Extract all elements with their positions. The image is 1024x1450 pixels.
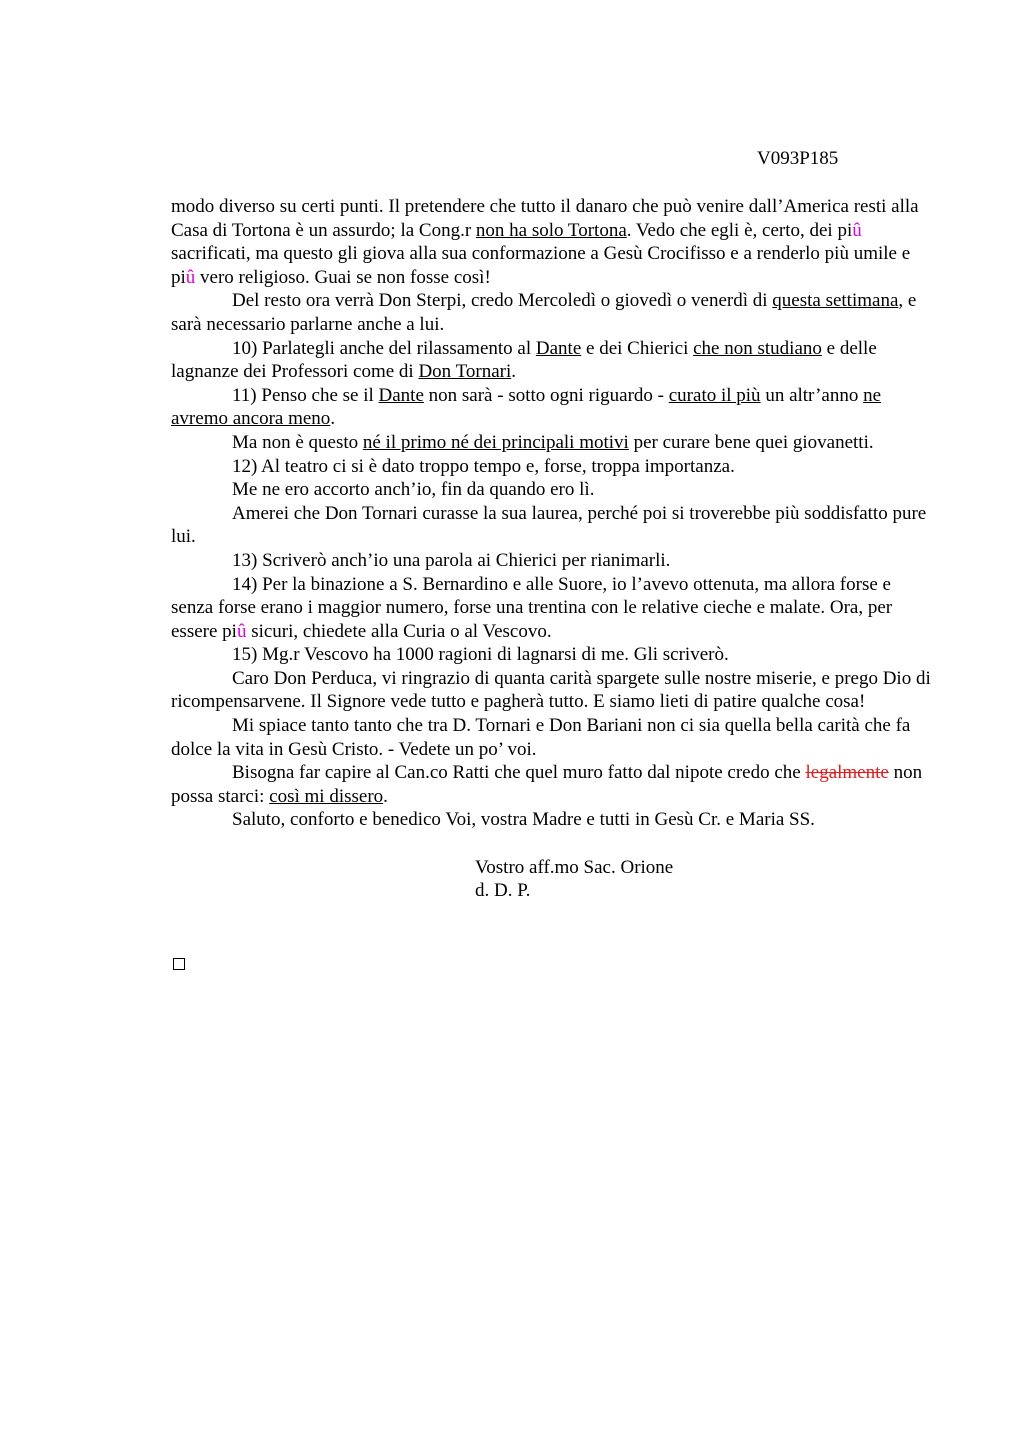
- text-segment: Caro Don Perduca, vi ringrazio di quanta carità spargete sulle nostre miserie, e prego Dio di ricompensarvene. Il Signore vede tutto e pagherà tutto. E siamo lieti di patire qualche cosa!: [171, 667, 931, 713]
- paragraph: [171, 289, 931, 336]
- underlined-text: così mi dissero: [269, 785, 384, 807]
- paragraph: [171, 714, 931, 761]
- text-segment: Me ne ero accorto anch’io, fin da quando ero lì.: [232, 479, 595, 501]
- struck-text: legalmente: [805, 762, 889, 784]
- text-segment: e dei Chierici: [581, 337, 694, 359]
- text-segment: Ma non è questo: [232, 431, 363, 453]
- text-segment: un altr’anno: [760, 384, 864, 406]
- text-segment: e delle lagnanze dei Professori come di: [171, 337, 877, 383]
- text-segment: non sarà - sotto ogni riguardo -: [423, 384, 669, 406]
- text-segment: 15) Mg.r Vescovo ha 1000 ragioni di lagnarsi di me. Gli scriverò.: [232, 644, 729, 666]
- text-segment: Bisogna far capire al Can.co Ratti che quel muro fatto dal nipote credo che: [232, 762, 806, 784]
- paragraph: [171, 195, 931, 289]
- paragraph: [171, 761, 931, 808]
- underlined-text: curato il più: [668, 384, 761, 406]
- text-segment: . Vedo che egli è, certo, dei pi: [626, 219, 853, 241]
- text-segment: 12) Al teatro ci si è dato troppo tempo e, forse, troppa importanza.: [232, 455, 735, 477]
- paragraph: [171, 573, 931, 644]
- paragraph: [171, 549, 931, 573]
- text-segment: , e sarà necessario parlarne anche a lui.: [171, 290, 917, 335]
- text-segment: 13) Scriverò anch’io una parola ai Chierici per rianimarli.: [232, 549, 671, 571]
- text-segment: 10) Parlategli anche del rilassamento al: [232, 337, 536, 359]
- page-reference: V093P185: [757, 148, 839, 169]
- text-segment: sicuri, chiedete alla Curia o al Vescovo.: [246, 620, 552, 642]
- text-segment: vero religioso. Guai se non fosse così!: [195, 266, 491, 288]
- letter-body: [171, 195, 931, 903]
- paragraph: [171, 431, 931, 455]
- paragraph: [171, 384, 931, 431]
- text-segment: Amerei che Don Tornari curasse la sua laurea, perché poi si troverebbe più soddisfatto pure lui.: [171, 502, 927, 548]
- paragraph-list: [171, 195, 931, 832]
- paragraph: [171, 643, 931, 667]
- signature-line-2: d. D. P.: [475, 880, 531, 902]
- text-segment: .: [330, 408, 336, 430]
- text-segment: per curare bene quei giovanetti.: [628, 431, 874, 453]
- underlined-text: Dante: [535, 337, 582, 359]
- paragraph: [171, 667, 931, 714]
- underlined-text: che non studiano: [693, 337, 822, 359]
- text-segment: 14) Per la binazione a S. Bernardino e alle Suore, io l’avevo ottenuta, ma allora forse e senza forse erano i maggior numero, forse una trentina con le relative cieche e malate. Ora, per essere pi: [171, 573, 893, 642]
- underlined-text: Don Tornari: [418, 361, 512, 383]
- paragraph: [171, 455, 931, 479]
- checkbox-square-icon: [173, 958, 185, 970]
- highlighted-glyph: û: [185, 266, 196, 288]
- text-segment: .: [383, 785, 388, 807]
- text-segment: 11) Penso che se il: [232, 384, 379, 406]
- underlined-text: ne avremo ancora meno: [171, 384, 882, 430]
- paragraph: [171, 808, 931, 832]
- text-segment: modo diverso su certi punti. Il pretendere che tutto il danaro che può venire dall’America resti alla Casa di Tortona è un assurdo; la Cong.r: [171, 196, 919, 241]
- highlighted-glyph: û: [236, 620, 247, 642]
- text-segment: .: [511, 361, 516, 383]
- text-segment: Saluto, conforto e benedico Voi, vostra Madre e tutti in Gesù Cr. e Maria SS.: [232, 809, 815, 831]
- text-segment: sacrificati, ma questo gli giova alla sua conformazione a Gesù Crocifisso e a renderlo più umile e pi: [171, 243, 911, 288]
- text-segment: Del resto ora verrà Don Sterpi, credo Mercoledì o giovedì o venerdì di: [232, 290, 773, 312]
- paragraph: [171, 478, 931, 502]
- text-segment: non possa starci:: [171, 762, 923, 807]
- underlined-text: Dante: [378, 384, 424, 406]
- underlined-text: non ha solo Tortona: [475, 219, 627, 241]
- paragraph: [171, 337, 931, 384]
- paragraph: [171, 502, 931, 549]
- signature-line-1: Vostro aff.mo Sac. Orione: [475, 856, 674, 878]
- signature-block: [171, 856, 931, 903]
- highlighted-glyph: û: [852, 219, 862, 241]
- underlined-text: questa settimana: [772, 290, 899, 312]
- text-segment: Mi spiace tanto tanto che tra D. Tornari e Don Bariani non ci sia quella bella carità che fa dolce la vita in Gesù Cristo. - Vedete un po’ voi.: [171, 715, 911, 760]
- underlined-text: né il primo né dei principali motivi: [362, 431, 629, 453]
